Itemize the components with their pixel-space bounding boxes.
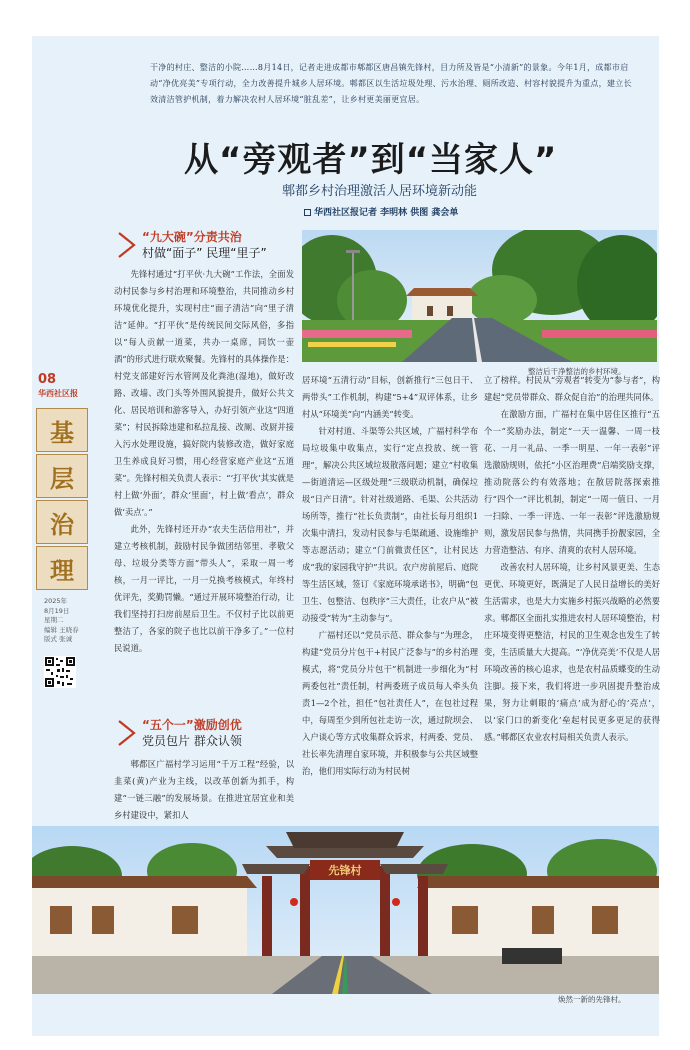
section-tag-char: 基 [36, 408, 88, 452]
paragraph: 居环境“五清行动”目标，创新推行“三包日干、两带头”工作机制，构建“5+4”双评体系，让乡村从“环境美”向“内涵美”转变。 [302, 375, 478, 419]
section2-subtitle: 党员包片 群众认领 [142, 734, 242, 748]
paragraph: 立了榜样。村民从“旁观者”转变为“参与者”，构建起“党员带群众、群众促自治”的治理共同体。 [484, 375, 660, 402]
intro-paragraph: 干净的村庄、整洁的小院……8月14日，记者走进成都市郫都区唐昌镇先锋村，目力所及皆是“小清新”的景象。今年1月，成都市启动“净优亮美”专项行动，全力改善提升城乡人居环境。郫都区以生活垃圾处理、污水治理、厕所改造、村容村貌提升为重点，建立长效清洁管护机制，着力解决农村人居环境“脏乱差”，让乡村更美丽更宜居。 [150, 63, 632, 104]
section1-subtitle: 村做“面子” 民理“里子” [142, 246, 267, 260]
chevron-right-icon [116, 230, 138, 260]
section2-heading [116, 716, 296, 752]
meta-date: 8月19日 [44, 606, 70, 615]
subheadline: 郫都乡村治理激活人居环境新动能 [282, 184, 478, 199]
paragraph: 改善农村人居环境，让乡村风景更美、生态更优、环境更好，既满足了人民日益增长的美好生活需求，也是大力实施乡村振兴战略的必然要求。郫都区全面扎实推进农村人居环境整治，村庄环境变得更整洁，村民的卫生观念也发生了转变，生活质量大大提高。“‘净优亮美’不仅是人居环境改善的核心追求，也是农村品质蝶变的生动注脚。接下来，我们将进一步巩固提升整治成果，努力让刺眼的‘痛点’成为舒心的‘亮点’，以‘家门口的新变化’垒起村民更多更足的获得感。”郫都区农业农村局相关负责人表示。 [484, 562, 660, 742]
meta-editor: 编辑 王晓春 [44, 625, 79, 634]
village-gate-photo [32, 826, 659, 994]
chevron-right-icon [116, 718, 138, 748]
article-column-2 [302, 372, 478, 826]
paragraph: 广福村还以“党员示范、群众参与”为理念，构建“党员分片包干+村民广泛参与”的乡村治理模式，将“党员分片包干”机制进一步细化为“村两委包社”责任制，村两委班子成员每人牵头负责1—2个社，担任“包社责任人”，在包社过程中，每周至少到所包社走访一次，通过院坝会、入户谈心等方式收集群众诉求，村两委、党员、社长率先清理自家环境，并积极参与公共区域整治，他们用实际行动为村民树 [302, 630, 478, 776]
byline [304, 205, 624, 218]
section-tag-char: 层 [36, 454, 88, 498]
byline-square-icon [304, 209, 311, 216]
headline: 从“旁观者”到“当家人” [184, 140, 558, 180]
section-tag-char: 治 [36, 500, 88, 544]
section-tag-char: 理 [36, 546, 88, 590]
article-column-3 [484, 372, 660, 826]
article-column-1 [114, 266, 294, 698]
section1-heading [116, 228, 296, 264]
article-column-1b [114, 756, 294, 826]
qr-code-icon[interactable] [44, 656, 76, 688]
bottom-photo-caption: 焕然一新的先锋村。 [558, 995, 626, 1004]
paragraph: 此外，先锋村还开办“农夫生活信用社”，并建立考核机制，鼓励村民争做团结邻里、孝敬父母、垃圾分类等方面“带头人”，采取一周一考核，一月一评比，一月一兑换考核模式，年终村优评先，奖勤罚懒。“通过开展环境整治行动，让我们坚持打扫房前屋后卫生。不仅村子比以前更整洁了，各家的院子也比以前干净多了。”一位村民说道。 [114, 524, 294, 653]
byline-text: 华西社区报记者 李明林 供图 龚会单 [314, 208, 459, 218]
village-road-photo [302, 230, 657, 362]
page-number-block [38, 372, 92, 399]
section-tag [36, 408, 88, 592]
paragraph: 郫都区广福村学习运用“千万工程”经验，以韭菜(黄)产业为主线，以改革创新为抓手，构建“一链三融”的发展场景。在推进宜居宜业和美乡村建设中，紧扣人 [114, 759, 294, 820]
meta-year: 2025年 [44, 597, 68, 605]
paragraph: 针对村道、斗渠等公共区域，广福村科学布局垃圾集中收集点，实行“定点投放、统一管理”，解决公共区域垃圾散落问题；建立“村收集—街道清运—区级处理”三级联动机制，确保垃圾“日产日清”。针对社级道路、毛渠、公共活动场所等，推行“社长负责制”，由社长每月组织1次集中清扫，发动村民参与毛渠疏通、设施维护等志愿活动；建立“门前微责任区”，让村民达成“我的家园我守护”共识。农户房前屋后、庭院等生活区域，签订《家庭环境承诺书》，明确“包卫生、包整洁、包秩序”三大责任，让农户从“被动接受”转为“主动参与”。 [302, 426, 478, 623]
page-number: 08 [38, 372, 57, 387]
issue-meta [44, 597, 94, 645]
section1-title: “九大碗”分责共治 [142, 230, 242, 244]
paragraph: 在激励方面，广福村在集中居住区推行“五个一”奖励办法，制定“一天一温馨、一周一枝花、一月一礼品、一季一明星、一年一表彰”评选激励规则，依托“小区治理费”启端奖励支撑，推动院落公约有效落地；在散居院落探索推行“四个一”评比机制，制定“一周一值日、一月一扫除、一季一评选、一年一表彰”评选激励规则，激发居民参与热情，共同携手扮靓家园，全力营造整洁、有序、清爽的农村人居环境。 [484, 409, 660, 555]
gate-sign-text: 先锋村 [328, 864, 362, 877]
meta-layout: 版式 张诚 [44, 635, 73, 643]
paragraph: 先锋村通过“打平伙·九大碗”工作法，全面发动村民参与乡村治理和环境整治，共同推动乡村环境优化提升，实现村庄“面子清洁”向“里子清洁”延伸。“打平伙”是传统民间交际风俗，多指以“每人贡献一道菜，共办一桌席，同饮一壶酒”的形式进行联欢聚餐。先锋村的具体操作是：村党支部建好污水管网及化粪池(湿地)，做好改路、改墙、改门头等外围风貌提升，做好公共文化、居民培训和游客导入，办好引领产业这“四道菜”；村民拆除违建和私拉乱接、改厕、改厨并接入污水处理设施，搞好院内装修改造，做好家庭卫生养成良好习惯，用心经营家庭产业这“五道菜”。先锋村相关负责人表示：“‘打平伙’其实就是村上做‘外面’，群众‘里面’，村上做‘看点’，群众做‘卖点’。” [114, 269, 294, 517]
section2-title: “五个一”激励创优 [142, 718, 242, 732]
meta-weekday: 星期二 [44, 616, 64, 624]
newspaper-label: 华西社区报 [38, 389, 78, 398]
top-photo-caption: 整洁后干净整洁的乡村环境。 [528, 367, 626, 376]
